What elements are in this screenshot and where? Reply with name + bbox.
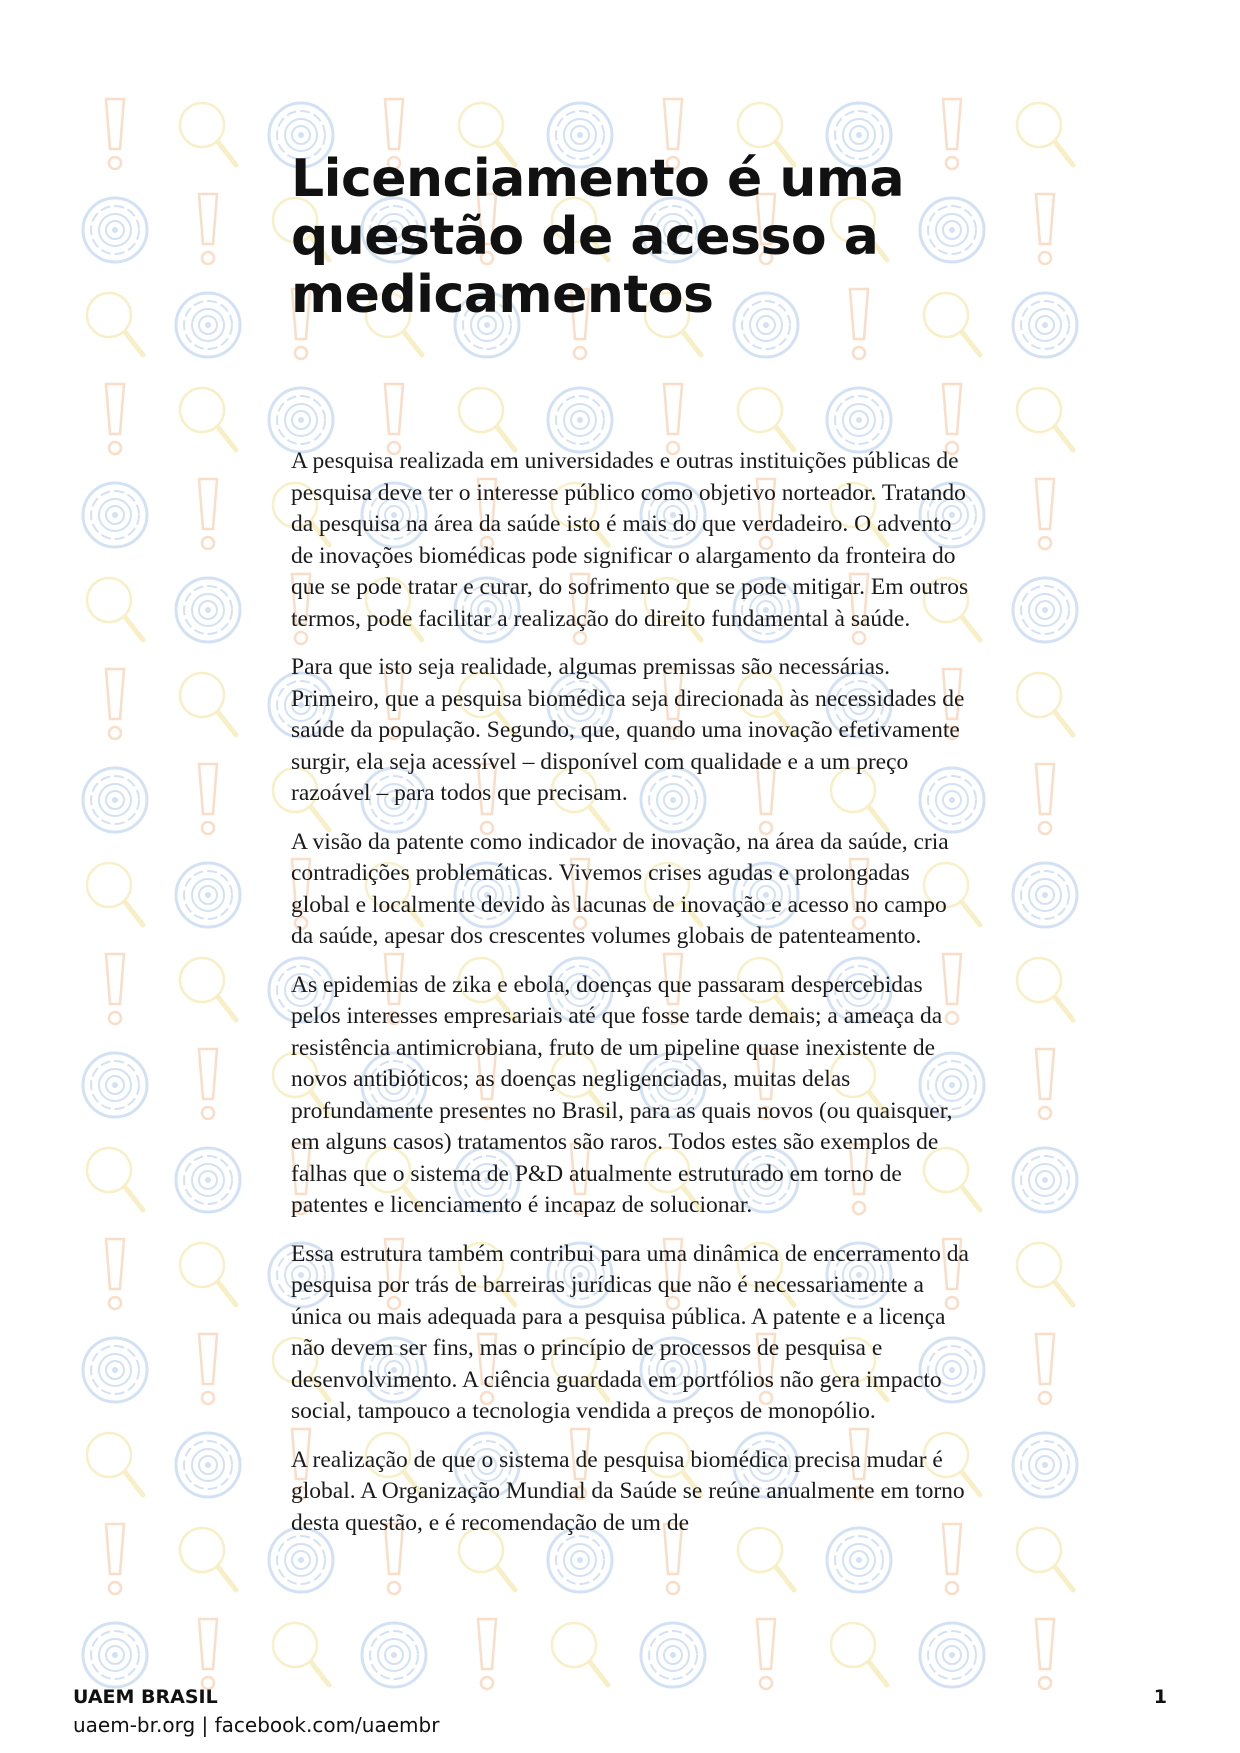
target-icon	[176, 1148, 240, 1212]
exclamation-icon	[1036, 479, 1054, 549]
target-icon	[362, 1623, 426, 1687]
article-body	[291, 446, 971, 1539]
paragraph: A visão da patente como indicador de inovação, na área da saúde, cria contradições problemáticas. Vivemos crises agudas e prolongadas global e localmente devido às lacunas de inovação e acesso no campo da saúde, apesar dos crescentes volumes globais de patenteamento.	[291, 828, 949, 949]
magnifier-icon	[831, 1623, 887, 1685]
magnifier-icon	[1017, 103, 1073, 165]
magnifier-icon	[273, 1623, 329, 1685]
target-icon	[83, 483, 147, 547]
paragraph: A pesquisa realizada em universidades e outras instituições públicas de pesquisa deve ter o interesse público como objetivo norteador. Tratando da pesquisa na área da saúde isto é mais do que verdadeiro. O advento de inovações biomédicas pode significar o alargamento da fronteira do que se pode tratar e curar, do sofrimento que se pode mitigar. Em outros termos, pode facilitar a realização do direito fundamental à saúde.	[291, 448, 969, 632]
exclamation-icon	[199, 1619, 217, 1689]
target-icon	[1013, 578, 1077, 642]
exclamation-icon	[757, 1619, 775, 1689]
magnifier-icon	[552, 1623, 608, 1685]
exclamation-icon	[478, 1619, 496, 1689]
exclamation-icon	[1036, 1619, 1054, 1689]
magnifier-icon	[87, 863, 143, 925]
magnifier-icon	[87, 1433, 143, 1495]
exclamation-icon	[106, 669, 124, 739]
target-icon	[83, 768, 147, 832]
page-number: 1	[1153, 1686, 1167, 1708]
paragraph: Essa estrutura também contribui para uma dinâmica de encerramento da pesquisa por trás de barreiras jurídicas que não é necessariamente a única ou mais adequada para a pesquisa pública. A patente e a licença não devem ser fins, mas o princípio de processos de pesquisa e desenvolvimento. A ciência guardada em portfólios não gera impacto social, tampouco a tecnologia vendida a preços de monopólio.	[291, 1240, 969, 1424]
paragraph: A realização de que o sistema de pesquisa biomédica precisa mudar é global. A Organização Mundial da Saúde se reúne anualmente em torno desta questão, e é recomendação de um de	[291, 1446, 965, 1536]
paragraph: Para que isto seja realidade, algumas premissas são necessárias. Primeiro, que a pesquisa biomédica seja direcionada às necessidades de saúde da população. Segundo, que, quando uma inovação efetivamente surgir, ela seja acessível – disponível com qualidade e a um preço razoável – para todos que precisam.	[291, 654, 965, 806]
magnifier-icon	[1017, 1243, 1073, 1305]
target-icon	[176, 863, 240, 927]
target-icon	[641, 1623, 705, 1687]
page-title: Licenciamento é uma questão de acesso a medicamentos	[291, 149, 905, 325]
magnifier-icon	[180, 958, 236, 1020]
target-icon	[83, 198, 147, 262]
main-content	[291, 150, 971, 1556]
exclamation-icon	[106, 384, 124, 454]
magnifier-icon	[180, 1243, 236, 1305]
magnifier-icon	[87, 293, 143, 355]
magnifier-icon	[180, 388, 236, 450]
paragraph: As epidemias de zika e ebola, doenças que passaram despercebidas pelos interesses empresariais até que fosse tarde demais; a ameaça da resistência antimicrobiana, fruto de um pipeline quase inexistente de novos antibióticos; as doenças negligenciadas, muitas delas profundamente presentes no Brasil, para as quais novos (ou quaisquer, em alguns casos) tratamentos são raros. Todos estes são exemplos de falhas que o sistema de P&D atualmente estruturado em torno de patentes e licenciamento é incapaz de solucionar.	[291, 971, 953, 1218]
exclamation-icon	[1036, 1049, 1054, 1119]
magnifier-icon	[87, 578, 143, 640]
target-icon	[176, 1433, 240, 1497]
exclamation-icon	[199, 1049, 217, 1119]
target-icon	[176, 578, 240, 642]
magnifier-icon	[1017, 958, 1073, 1020]
target-icon	[1013, 293, 1077, 357]
magnifier-icon	[1017, 673, 1073, 735]
exclamation-icon	[1036, 764, 1054, 834]
target-icon	[1013, 1433, 1077, 1497]
exclamation-icon	[106, 99, 124, 169]
target-icon	[1013, 1148, 1077, 1212]
footer-links: uaem-br.org | facebook.com/uaembr	[73, 1713, 440, 1737]
exclamation-icon	[106, 1239, 124, 1309]
target-icon	[920, 1623, 984, 1687]
exclamation-icon	[199, 194, 217, 264]
target-icon	[176, 293, 240, 357]
target-icon	[1013, 863, 1077, 927]
footer-brand: UAEM BRASIL	[73, 1686, 218, 1708]
exclamation-icon	[106, 1524, 124, 1594]
exclamation-icon	[199, 764, 217, 834]
magnifier-icon	[1017, 388, 1073, 450]
magnifier-icon	[180, 103, 236, 165]
exclamation-icon	[1036, 1334, 1054, 1404]
magnifier-icon	[180, 1528, 236, 1590]
exclamation-icon	[199, 479, 217, 549]
exclamation-icon	[199, 1334, 217, 1404]
exclamation-icon	[1036, 194, 1054, 264]
magnifier-icon	[1017, 1528, 1073, 1590]
magnifier-icon	[180, 673, 236, 735]
target-icon	[83, 1338, 147, 1402]
exclamation-icon	[106, 954, 124, 1024]
magnifier-icon	[87, 1148, 143, 1210]
target-icon	[83, 1053, 147, 1117]
target-icon	[83, 1623, 147, 1687]
